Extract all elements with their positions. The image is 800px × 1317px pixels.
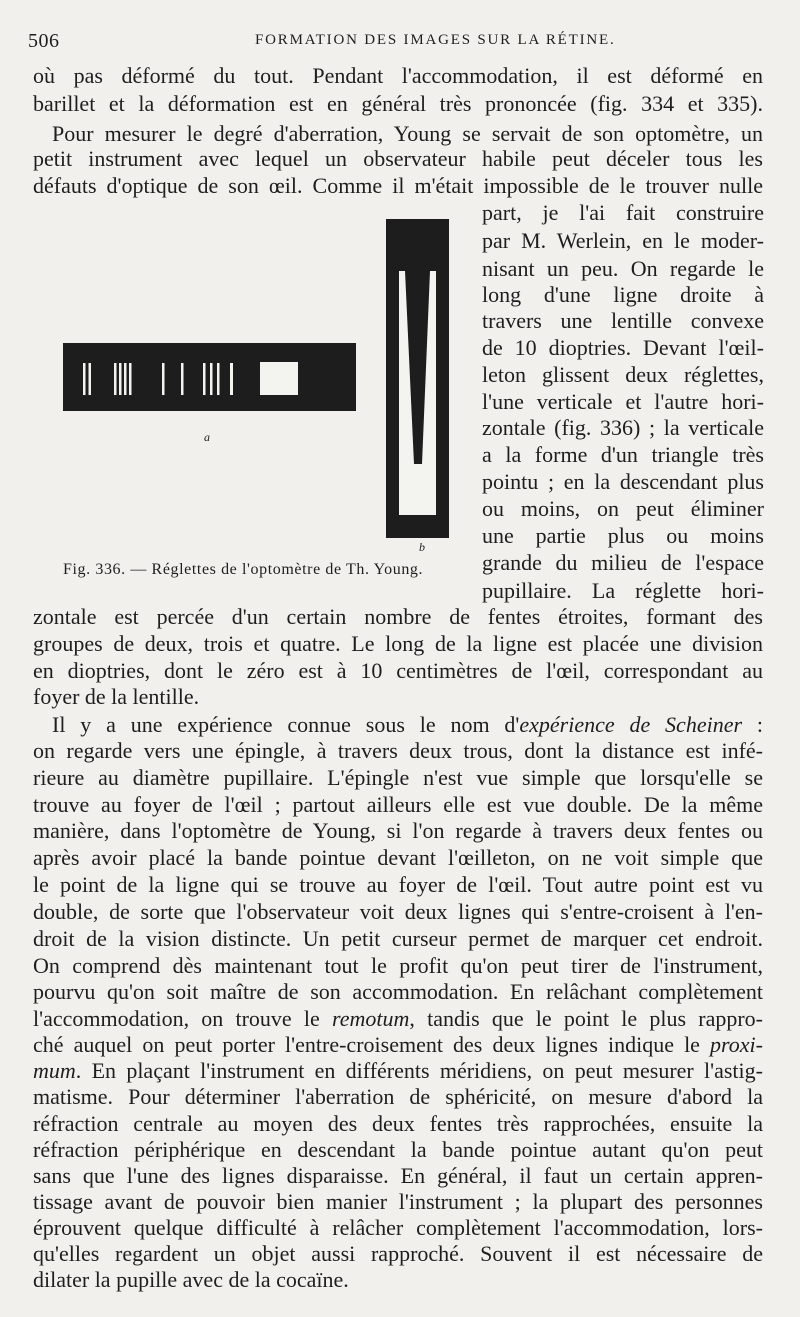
text-line: l'une verticale et l'autre hori- — [482, 389, 764, 414]
text-line: a la forme d'un triangle très — [482, 442, 764, 467]
text-line: groupes de deux, trois et quatre. Le long de la ligne est placée une division — [33, 631, 763, 656]
text-line: en dioptries, dont le zéro est à 10 centimètres de l'œil, correspondant au — [33, 658, 763, 683]
text-line: éprouvent quelque difficulté à relâcher complètement l'accommodation, lors- — [33, 1215, 763, 1240]
text-line: zontale (fig. 336) ; la verticale — [482, 415, 764, 440]
text-line: long d'une ligne droite à — [482, 282, 764, 307]
text-line: mum. En plaçant l'instrument en différents méridiens, on peut mesurer l'astig- — [33, 1058, 763, 1083]
text-line: pointu ; en la descendant plus — [482, 469, 764, 494]
figure-caption: Fig. 336. — Réglettes de l'optomètre de Th. Young. — [63, 561, 424, 578]
text-line: On comprend dès maintenant tout le profit qu'on peut tirer de l'instrument, — [33, 953, 763, 978]
figure-label-a: a — [204, 430, 210, 444]
text-line: matisme. Pour déterminer l'aberration de sphéricité, on mesure d'abord la — [33, 1084, 763, 1109]
text-line: Pour mesurer le degré d'aberration, Young se servait de son optomètre, un — [52, 121, 763, 146]
text-line: part, je l'ai fait construire — [482, 200, 764, 225]
text-line: manière, dans l'optomètre de Young, si l'on regarde à travers deux fentes ou — [33, 818, 763, 843]
text-line: pupillaire. La réglette hori- — [482, 578, 764, 603]
text-line: nisant un peu. On regarde le — [482, 256, 764, 281]
text-line: dilater la pupille avec de la cocaïne. — [33, 1267, 349, 1292]
running-title: FORMATION DES IMAGES SUR LA RÉTINE. — [255, 32, 616, 48]
page-number: 506 — [28, 30, 60, 52]
text-line: travers une lentille convexe — [482, 308, 764, 333]
text-line: de 10 dioptries. Devant l'œil- — [482, 335, 764, 360]
text-line: le point de la ligne qui se trouve au foyer de l'œil. Tout autre point est vu — [33, 872, 763, 897]
text-line: droit de la vision distincte. Un petit curseur permet de marquer cet endroit. — [33, 926, 763, 951]
text-line: grande du milieu de l'espace — [482, 550, 764, 575]
text-line: où pas déformé du tout. Pendant l'accommodation, il est déformé en — [33, 63, 763, 88]
text-line: qu'elles regardent un objet aussi rapproché. Souvent il est nécessaire de — [33, 1241, 763, 1266]
text-line: réfraction périphérique en descendant la bande pointue autant qu'on peut — [33, 1137, 763, 1162]
text-line: trouve au foyer de l'œil ; partout ailleurs elle est vue double. De la même — [33, 792, 763, 817]
text-line: pourvu qu'on soit maître de son accommodation. En relâchant complètement — [33, 979, 763, 1004]
text-line: barillet et la déformation est en général très prononcée (fig. 334 et 335). — [33, 91, 763, 116]
text-line: ou moins, on peut éliminer — [482, 496, 764, 521]
text-line: rieure au diamètre pupillaire. L'épingle n'est vue simple que lorsqu'elle se — [33, 765, 763, 790]
text-line: réfraction centrale au moyen des deux fentes très rapprochées, ensuite la — [33, 1111, 763, 1136]
text-line: on regarde vers une épingle, à travers deux trous, dont la distance est infé- — [33, 738, 763, 763]
horizontal-slit-bar-figure — [63, 343, 356, 411]
text-line: défauts d'optique de son œil. Comme il m'était impossible de le trouver nulle — [33, 173, 763, 198]
text-line: petit instrument avec lequel un observateur habile peut déceler tous les — [33, 146, 763, 171]
text-line: tissage avant de pouvoir bien manier l'instrument ; la plupart des personnes — [33, 1189, 763, 1214]
text-line: foyer de la lentille. — [33, 684, 200, 709]
text-line: après avoir placé la bande pointue devant l'œilleton, on ne voit simple que — [33, 845, 763, 870]
page-header — [28, 30, 768, 54]
figure-label-b: b — [419, 540, 425, 554]
text-line: une partie plus ou moins — [482, 523, 764, 548]
text-line: par M. Werlein, en le moder- — [482, 228, 764, 253]
text-line: l'accommodation, on trouve le remotum, tandis que le point le plus rappro- — [33, 1006, 763, 1031]
text-line: ché auquel on peut porter l'entre-croisement des deux lignes indique le proxi- — [33, 1032, 763, 1057]
text-line: Il y a une expérience connue sous le nom d'expérience de Scheiner : — [52, 712, 763, 737]
text-line: double, de sorte que l'observateur voit deux lignes qui s'entre-croisent à l'en- — [33, 899, 763, 924]
text-line: sans que l'une des lignes disparaisse. En général, il faut un certain appren- — [33, 1163, 763, 1188]
text-line: leton glissent deux réglettes, — [482, 362, 764, 387]
vertical-pointed-strip-figure — [386, 219, 449, 538]
text-line: zontale est percée d'un certain nombre de fentes étroites, formant des — [33, 604, 763, 629]
